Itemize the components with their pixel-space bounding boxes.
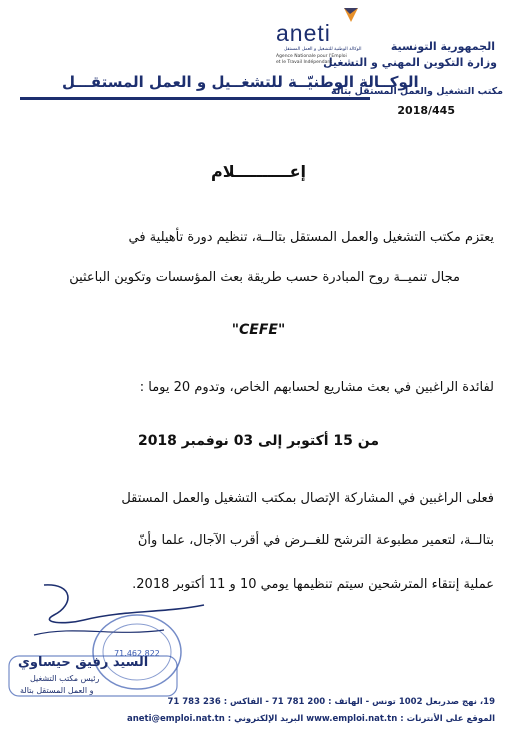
reference-number: 2018/445	[397, 104, 455, 117]
stamp-phone: 71.462.822	[114, 649, 160, 658]
office-name: مكتب التشغيل والعمل المستقل بتالة	[331, 86, 503, 97]
notice-title: إعــــــــــلام	[211, 162, 306, 181]
logo-wordmark: aneti	[276, 20, 331, 46]
paragraph-2: لفائدة الراغبين في بعث مشاريع لحسابهم الخاص، وتدوم 20 يوما :	[139, 380, 494, 395]
government-name: الجمهورية التونسية	[390, 40, 495, 53]
footer-contact: الموقع على الأنترنات : www.emploi.nat.tn البريد الإلكتروني : aneti@emploi.nat.tn	[126, 714, 495, 724]
training-dates: من 15 أكتوبر إلى 03 نوفمبر 2018	[137, 433, 380, 449]
agency-name: الوكــالة الوطنيّــة للتشغــيل و العمل المستقـــل	[62, 73, 419, 91]
logo-french-text-2: et le Travail Indépendant	[276, 60, 332, 65]
signatory-name: السيد رفيق حيساوي	[18, 655, 149, 670]
signatory-role-2: و العمل المستقل بتالة	[20, 686, 94, 695]
logo-arabic-text: الوكالة الوطنية للتشغيل و العمل المستقل	[284, 47, 362, 52]
paragraph-1-line-1: يعتزم مكتب التشغيل والعمل المستقل بتالــة، تنظيم دورة تأهيلية في	[128, 230, 494, 245]
paragraph-1-line-2: مجال تنميــة روح المبادرة حسب طريقة بعث المؤسسات وتكوين الباعثين	[69, 270, 460, 285]
footer-address: 19، نهج صدربعل 1002 تونس - الهاتف : 200 781 71 - الفاكس : 236 783 71	[167, 697, 495, 707]
logo-french-text: Agence Nationale pour l'Emploi	[276, 54, 347, 59]
paragraph-3-line-2: بتالــة، لتعمير مطبوعة الترشح للغــرض في أقرب الآجال، علما وأنّ	[137, 533, 494, 548]
ministry-name: وزارة التكوين المهني و التشغيل	[323, 56, 497, 69]
program-name: "CEFE"	[231, 322, 286, 338]
paragraph-3-line-3: عملية إنتقاء المترشحين سيتم تنظيمها يومي 10 و 11 أكتوبر 2018.	[132, 577, 494, 592]
header-divider	[20, 97, 370, 100]
paragraph-3-line-1: فعلى الراغبين في المشاركة الإتصال بمكتب التشغيل والعمل المستقل	[121, 491, 494, 506]
signatory-role: رئيس مكتب التشغيل	[30, 674, 100, 683]
